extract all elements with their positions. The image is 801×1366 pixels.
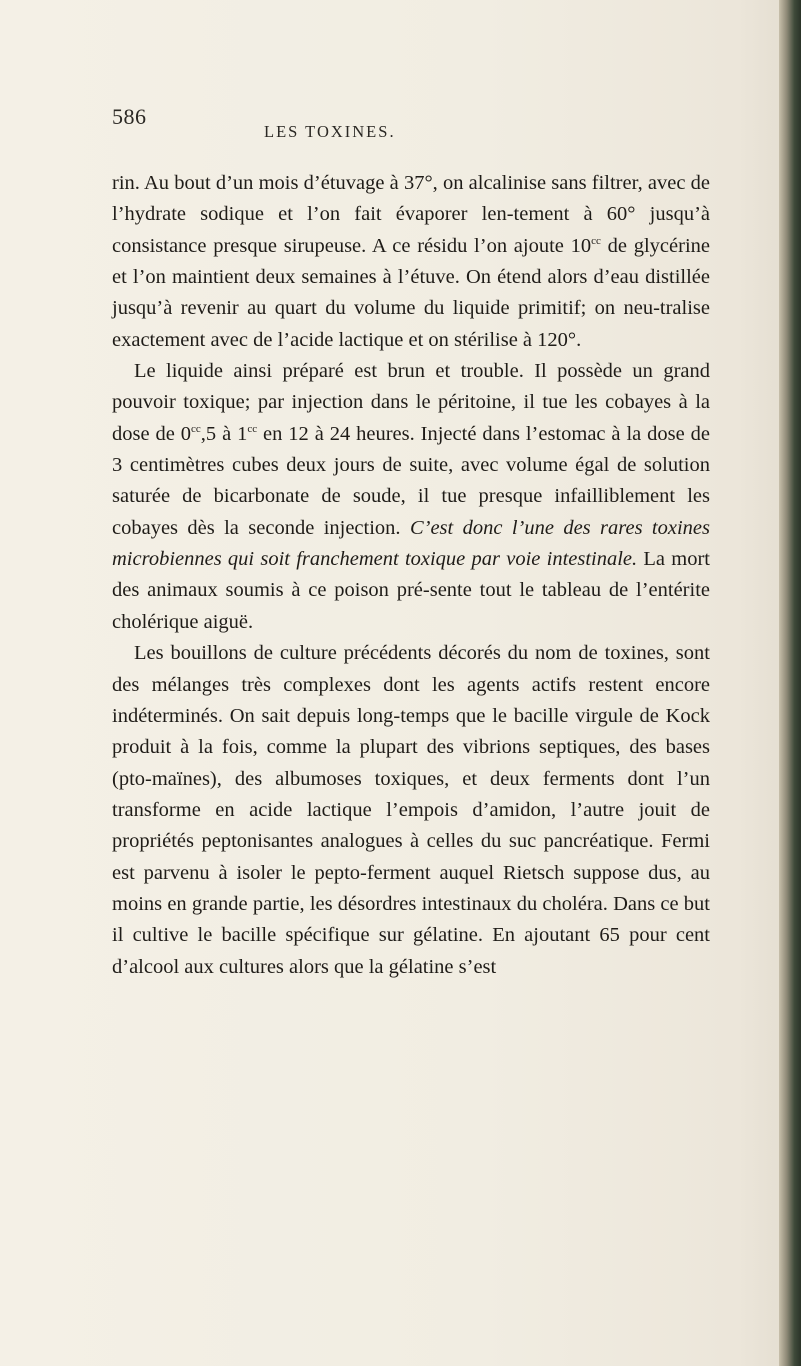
text-segment: Les bouillons de culture précédents décorés du nom de toxines, sont des mélanges très complexes dont les agents actifs restent encore indéterminés. On sait depuis long-temps que le bacille virgule de Kock produit à la fois, comme la plupart des vibrions septiques, des bases (pto-maïnes), des albumoses toxiques, et deux ferments dont l’un transforme en acide lactique l’empois d’amidon, l’autre jouit de propriétés peptonisantes analogues à celles du suc pancréatique. Fermi est parvenu à isoler le pepto-ferment auquel Rietsch suppose dus, au moins en grande partie, les désordres intestinaux du choléra. Dans ce but il cultive le bacille spécifique sur gélatine. En ajoutant 65 pour cent d’alcool aux cultures alors que la gélatine s’est [112, 642, 710, 978]
superscript: cc [247, 422, 258, 435]
text-segment: Le liquide ainsi préparé est brun et trouble. Il possède un grand pouvoir toxique; par injection dans le péritoine, il tue les cobayes à la dose de 0 [112, 360, 710, 445]
text-segment: ,5 à 1 [200, 422, 248, 445]
text-segment: en 12 à 24 heures. Injecté dans l’estomac à la dose de 3 centimètres cubes deux jours de suite, avec volume égal de solution saturée de bicarbonate de soude, il tue presque infailliblement les cobayes dès la seconde injection. [112, 422, 710, 539]
text-segment: de glycérine et l’on maintient deux semaines à l’étuve. On étend alors d’eau distillée jusqu’à revenir au quart du volume du liquide primitif; on neu-tralise exactement avec de l’acide lactique et on stérilise à 120°. [112, 234, 710, 351]
superscript: cc [191, 422, 201, 435]
paragraph [112, 638, 710, 983]
superscript: cc [591, 234, 601, 247]
body-text [112, 168, 710, 983]
binding-edge [779, 0, 801, 1366]
running-title: LES TOXINES. [264, 122, 396, 141]
text-segment: rin. Au bout d’un mois d’étuvage à 37°, on alcalinise sans filtrer, avec de l’hydrate sodique et l’on fait évaporer len-tement à 60° jusqu’à consistance presque sirupeuse. A ce résidu l’on ajoute 10 [112, 172, 710, 257]
page-number: 586 [112, 104, 147, 129]
page-header [112, 100, 732, 140]
paragraph [112, 168, 710, 356]
text-segment: La mort des animaux soumis à ce poison pré-sente tout le tableau de l’entérite cholérique aiguë. [112, 548, 710, 633]
italic-text: C’est donc l’une des rares toxines microbiennes qui soit franchement toxique par voie intestinale. [112, 516, 710, 571]
paragraph [112, 356, 710, 638]
